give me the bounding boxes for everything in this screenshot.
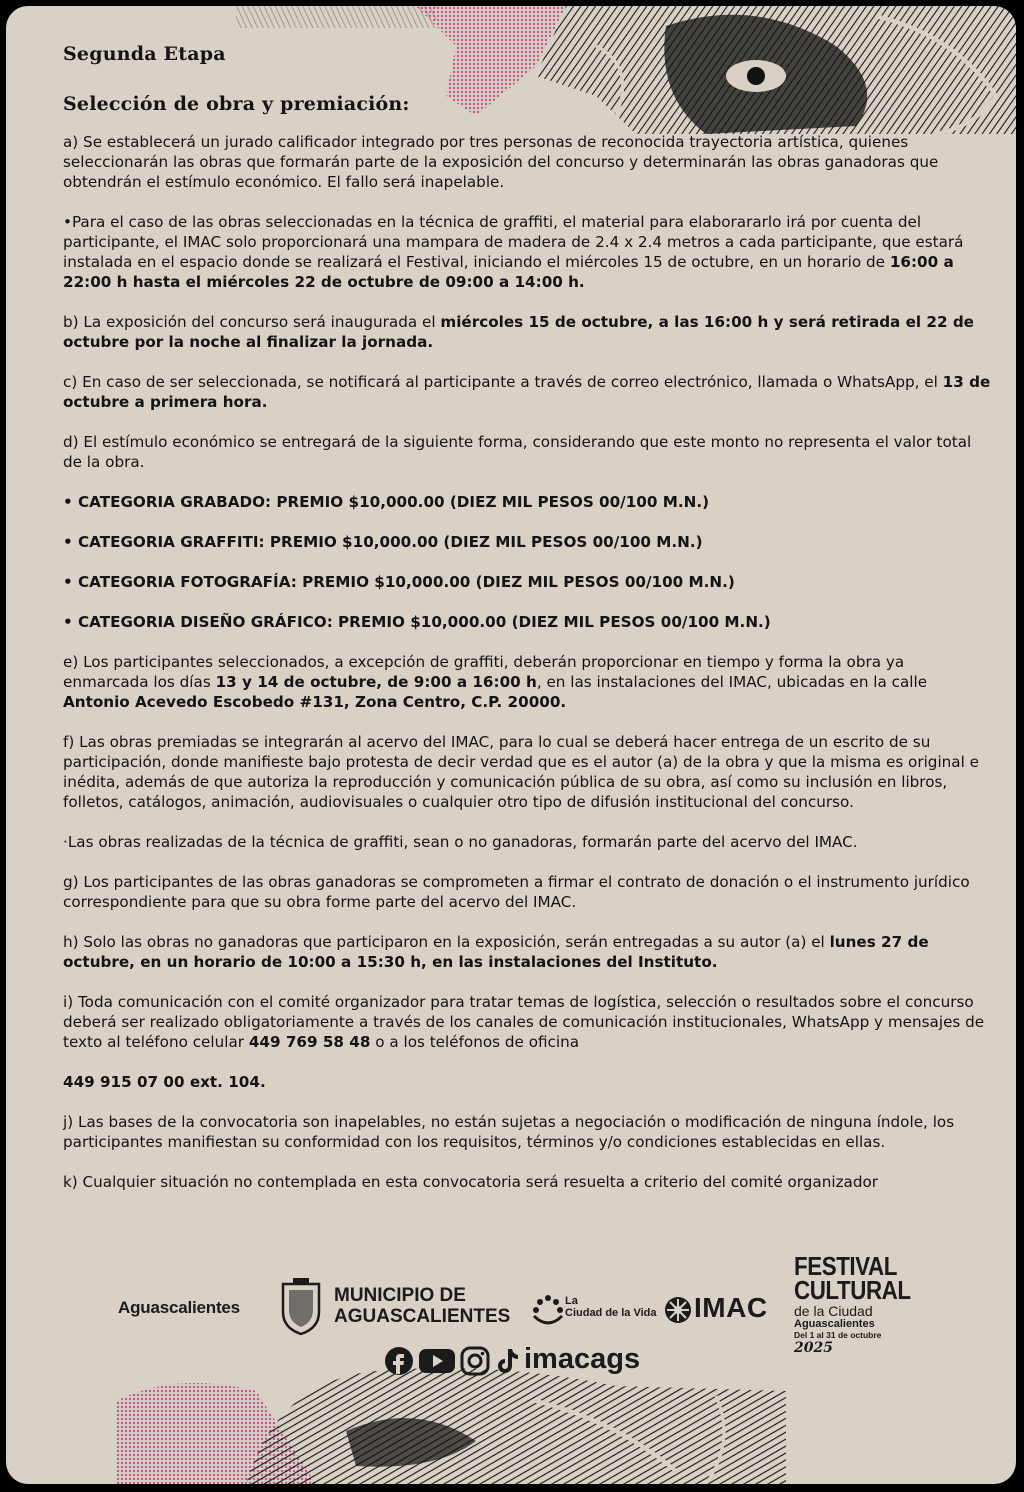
logo-aguascalientes: Aguascalientes bbox=[118, 1298, 240, 1317]
paragraph-a: a) Se establecerá un jurado calificador integrado por tres personas de reconocida trayectoria artística, quienes seleccionarán las obras que formarán parte de la exposición del concurso y determinarán las obras ganadoras que obtendrán el estímulo económico. El fallo será inapelable. bbox=[63, 133, 939, 191]
paragraph-b: b) La exposición del concurso será inaugurada el miércoles 15 de octubre, a las 16:00 h y será retirada el 22 de octubre por la noche al finalizar la jornada. bbox=[63, 313, 974, 351]
instagram-icon[interactable] bbox=[460, 1346, 490, 1376]
paragraph-d: d) El estímulo económico se entregará de la siguiente forma, considerando que este monto no representa el valor total de la obra. bbox=[63, 433, 972, 471]
paragraph-k: k) Cualquier situación no contemplada en esta convocatoria será resuelta a criterio del comité organizador bbox=[63, 1173, 879, 1191]
logo-imac: IMAC bbox=[694, 1292, 768, 1323]
facebook-icon[interactable] bbox=[384, 1346, 414, 1376]
paragraph-c: c) En caso de ser seleccionada, se notificará al participante a través de correo electrónico, llamada o WhatsApp, el 13 de octubre a primera hora. bbox=[63, 373, 991, 411]
category-graffiti: • CATEGORIA GRAFFITI: PREMIO $10,000.00 (DIEZ MIL PESOS 00/100 M.N.) bbox=[63, 533, 703, 551]
footer-logos bbox=[6, 1250, 1016, 1375]
social-handle[interactable]: imacags bbox=[524, 1343, 641, 1375]
logo-municipio: MUNICIPIO DE AGUASCALIENTES bbox=[334, 1285, 511, 1327]
youtube-icon[interactable] bbox=[418, 1346, 456, 1376]
tiktok-icon[interactable] bbox=[492, 1346, 522, 1376]
paragraph-e: e) Los participantes seleccionados, a excepción de graffiti, deberán proporcionar en tiempo y forma la obra ya enmarcada los días 13 y 14 de octubre, de 9:00 a 16:00 h, en las instalaciones del IMAC, ubicadas en la calle Antonio Acevedo Escobedo #131, Zona Centro, C.P. 20000. bbox=[63, 653, 928, 711]
paragraph-graffiti-acervo: ·Las obras realizadas de la técnica de graffiti, sean o no ganadoras, formarán parte del acervo del IMAC. bbox=[63, 833, 858, 851]
logo-ciudad-de-la-vida: La Ciudad de la Vida bbox=[565, 1295, 657, 1319]
paragraph-graffiti-material: •Para el caso de las obras seleccionadas en la técnica de graffiti, el material para elaborararlo irá por cuenta del participante, el IMAC solo proporcionará una mampara de madera de 2.4 x 2.4 metros a cada participante, que estará instalada en el espacio donde se realizará el Festival, iniciando el miércoles 15 de octubre, en un horario de 16:00 a 22:00 h hasta el miércoles 22 de octubre de 09:00 a 14:00 h. bbox=[63, 213, 964, 291]
paragraph-i: i) Toda comunicación con el comité organizador para tratar temas de logística, selección o resultados sobre el concurso deberá ser realizado obligatoriamente a través de los canales de comunicación institucionales, WhatsApp y mensajes de texto al teléfono celular 449 769 58 48 o a los teléfonos de oficina bbox=[63, 993, 985, 1051]
content bbox=[63, 42, 993, 1212]
imac-emblem-icon bbox=[663, 1295, 693, 1325]
category-grabado: • CATEGORIA GRABADO: PREMIO $10,000.00 (DIEZ MIL PESOS 00/100 M.N.) bbox=[63, 493, 710, 511]
poster bbox=[6, 6, 1016, 1484]
decorative-engraving-bottom bbox=[116, 1361, 786, 1484]
category-diseno-grafico: • CATEGORIA DISEÑO GRÁFICO: PREMIO $10,000.00 (DIEZ MIL PESOS 00/100 M.N.) bbox=[63, 613, 771, 631]
office-phone: 449 915 07 00 ext. 104. bbox=[63, 1073, 266, 1091]
paragraph-f: f) Las obras premiadas se integrarán al acervo del IMAC, para lo cual se deberá hacer entrega de un escrito de su participación, donde manifieste bajo protesta de decir verdad que es el autor (a) de la obra y que la misma es original e inédita, además de que autoriza la reproducción y comunicación pública de su obra, así como su inclusión en libros, folletos, catálogos, animación, audiovisuales o cualquier otro tipo de difusión institucional del concurso. bbox=[63, 733, 979, 811]
category-fotografia: • CATEGORIA FOTOGRAFÍA: PREMIO $10,000.00 (DIEZ MIL PESOS 00/100 M.N.) bbox=[63, 573, 735, 591]
section-title: Selección de obra y premiación: bbox=[63, 93, 410, 115]
stage-title: Segunda Etapa bbox=[63, 43, 226, 65]
paragraph-g: g) Los participantes de las obras ganadoras se comprometen a firmar el contrato de donación o el instrumento jurídico correspondiente para que su obra forme parte del acervo del IMAC. bbox=[63, 873, 970, 911]
municipal-shield-icon bbox=[279, 1278, 323, 1336]
paragraph-h: h) Solo las obras no ganadoras que participaron en la exposición, serán entregadas a su autor (a) el lunes 27 de octubre, en un horario de 10:00 a 15:30 h, en las instalaciones del Instituto. bbox=[63, 933, 929, 971]
paragraph-j: j) Las bases de la convocatoria son inapelables, no están sujetas a negociación o modificación de ninguna índole, los participantes manifiestan su conformidad con los requisitos, términos y/o condiciones establecidas en ellas. bbox=[63, 1113, 955, 1151]
logo-festival-cultural: FESTIVAL CULTURAL de la Ciudad Aguascalientes Del 1 al 31 de octubre 2025 bbox=[794, 1251, 911, 1356]
